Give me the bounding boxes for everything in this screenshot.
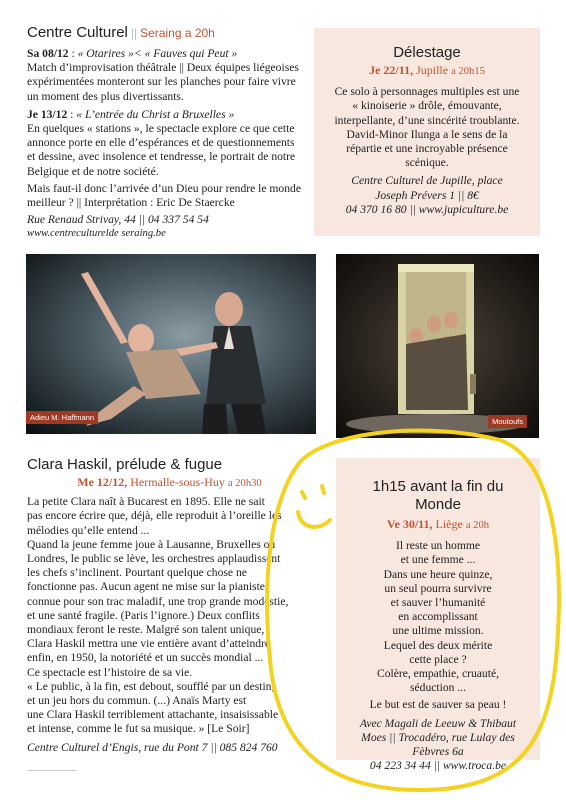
fin-body [336,539,540,712]
clara-line: enfin, en 1950, la notoriété et un succès mondial ... [27,651,264,665]
fin-credits: Avec Magali de Leeuw & Thibaut Moes || Trocadéro, rue Lulay des Fèbvres 6a [359,716,517,759]
fin-place: Liège [435,517,463,531]
fin-contact[interactable]: 04 223 34 44 || www.troca.be [369,759,507,773]
delestage-place: Jupille [416,63,449,77]
header-separator: || [130,26,138,40]
clara-when [27,475,312,491]
clara-section [27,456,312,755]
clara-divider [27,770,77,771]
clara-time: a 20h30 [227,478,262,489]
delestage-description: Ce solo à personnages multiples est une « kinoiserie » drôle, émouvante, interpellante, d’une sincérité troublante. David-Minor Ilunga a le sens de la répartie et une incroyable présence scénique. [334,85,520,170]
event-1-description: Match d’improvisation théâtrale || Deux équipes liégeoises expérimentées monteront sur les planches pour faire vivre un moment des plus divertissants. [27,61,299,103]
fin-line: Il reste un homme [395,539,481,553]
centre-header [27,24,302,41]
photo-left-caption: Adieu M. Haffmann [26,411,98,424]
fin-line: Le but est de sauver sa peau ! [369,698,507,712]
fin-line: en accomplissant [398,610,478,624]
fin-time: a 20h [465,520,490,531]
fin-line: Lequel des deux mérite [383,638,493,652]
centre-place-time: Seraing a 20h [140,26,215,40]
event-2-date: Je 13/12 [27,107,68,121]
dance-image [26,254,316,434]
centre-title: Centre Culturel [27,24,128,41]
delestage-when [314,63,540,79]
event-2-heading: Je 13/12 : « L’entrée du Christ a Bruxelles » [27,107,235,121]
clara-line: une Clara Haskil terriblement attachante, insaisissable [27,708,279,722]
fin-line: et sauver l’humanité [390,596,486,610]
clara-line: Quand la jeune femme joue à Lausanne, Bruxelles ou [27,537,276,551]
fin-line: Dans une heure quinze, [383,567,493,581]
delestage-date: Je 22/11, [369,63,414,77]
fin-line: cette place ? [409,652,467,666]
clara-address: Centre Culturel d’Engis, rue du Pont 7 || 085 824 760 [27,740,278,754]
clara-line: mondiaux feront le reste. Malgré son talent unique, [27,623,265,637]
fin-line: et une femme ... [400,553,476,567]
delestage-time: a 20h15 [451,66,485,77]
delestage-contact[interactable]: 04 370 16 80 || www.jupiculture.be [345,202,509,216]
clara-line: fonctionne pas. Aucun agent ne mise sur la pianiste [27,580,265,594]
fin-line: une ultime mission. [392,624,484,638]
clara-line: Clara Haskil mettra une vie entière avant d’atteindre [27,637,271,651]
event-2-quote: Mais faut-il donc l’arrivée d’un Dieu pour rendre le monde meilleur ? || Interprétation : Eric De Staercke [27,181,301,210]
clara-line: Londres, le public se lève, les orchestres applaudissent [27,552,281,566]
clara-line: La petite Clara naît à Bucarest en 1895. Elle ne sait [27,495,265,509]
clara-title: Clara Haskil, prélude & fugue [27,456,223,473]
fin-du-monde-box [336,458,540,773]
clara-line: Ce spectacle est l’histoire de sa vie. [27,665,193,679]
fin-line: Colère, empathie, cruauté, [376,667,499,681]
clara-line: « Le public, à la fin, est debout, soufflé par un destin, [27,679,275,693]
centre-address: Rue Renaud Strivay, 44 || 04 337 54 54 [27,213,209,227]
clara-line: et intense, comme le fut sa musique. » [Le Soir] [27,722,250,736]
clara-date: Me 12/12, [77,475,128,489]
smiley-eye-right [322,486,324,493]
event-1-title: « Otarires »< « Fauves qui Peut » [77,47,238,60]
delestage-title: Délestage [393,44,461,61]
clara-line: pas encore écrire que, déjà, elle reproduit à l’oreille les [27,509,282,523]
fin-when [336,517,540,533]
clara-body [27,495,312,736]
clara-line: les chefs s’inclinent. Pourtant quelque chose ne [27,566,247,580]
clara-line: connue pour son trac maladif, une trop grande modestie, [27,594,289,608]
delestage-box [314,28,540,236]
delestage-venue: Centre Culturel de Jupille, place Joseph Prévers 1 || 8€ [351,174,503,202]
fin-line: un seul pourra survivre [384,581,492,595]
clara-line: et une santé fragile. (Paris l’ignore.) Deux conflits [27,608,260,622]
photo-dance [26,254,316,434]
fin-date: Ve 30/11, [386,517,433,531]
fin-title: 1h15 avant la fin du Monde [372,478,504,513]
event-1-date: Sa 08/12 [27,47,69,60]
centre-website[interactable]: www.centreculturelde seraing.be [27,228,166,240]
fin-line: séduction ... [409,681,467,695]
clara-line: et un jeu hors du commun. (...) Anaïs Marty est [27,694,247,708]
centre-culturel-section [27,24,302,242]
booth-image [336,254,539,438]
event-1-heading: Sa 08/12 : « Otarires »< « Fauves qui Peut » [27,47,238,60]
clara-place: Hermalle-sous-Huy [130,475,225,489]
event-2-title: « L’entrée du Christ a Bruxelles » [76,107,235,121]
photo-booth [336,254,539,438]
clara-line: mélodies qu’elle entend ... [27,523,150,537]
event-2-description: En quelques « stations », le spectacle explore ce que cette annonce porte en elle d’espérances et de questionnements et dessine, avec insolence et tendresse, le portrait de notre Belgique et de notre société. [27,122,296,178]
photo-right-caption: Moutoufs [488,415,527,428]
